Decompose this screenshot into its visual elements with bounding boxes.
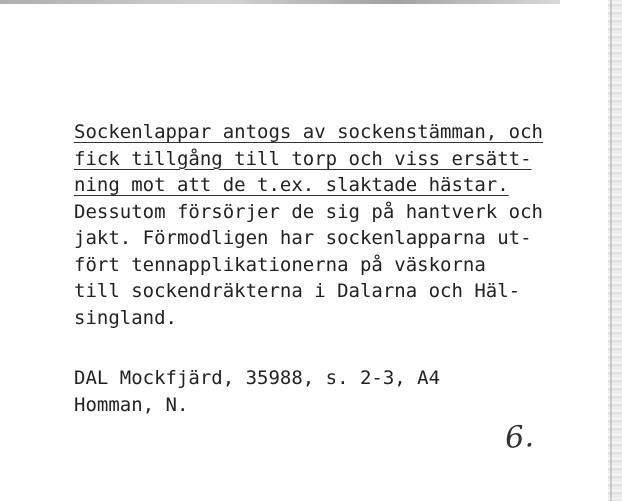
scan-edge-right-line [610,0,612,501]
scan-edge-top [0,0,560,4]
card-body-text [74,119,543,331]
text-line-4: Dessutom försörjer de sig på hantverk och [74,200,543,223]
text-line-1: Sockenlappar antogs av sockenstämman, och [74,121,543,143]
text-line-5: jakt. Förmodligen har sockenlapparna ut- [74,227,532,249]
text-line-8: singland. [74,306,177,329]
handwritten-page-number: 6. [503,419,535,456]
text-line-6: fört tennapplikationerna på väskorna [74,253,486,276]
reference-line-2: Homman, N. [74,393,189,416]
reference-line-1: DAL Mockfjärd, 35988, s. 2-3, A4 [74,367,441,389]
text-line-7: till sockendräkterna i Dalarna och Häl- [74,280,521,302]
text-line-3: ning mot att de t.ex. slaktade hästar. [74,174,509,196]
text-line-2: fick tillgång till torp och viss ersätt- [74,147,532,170]
source-reference [74,365,440,418]
